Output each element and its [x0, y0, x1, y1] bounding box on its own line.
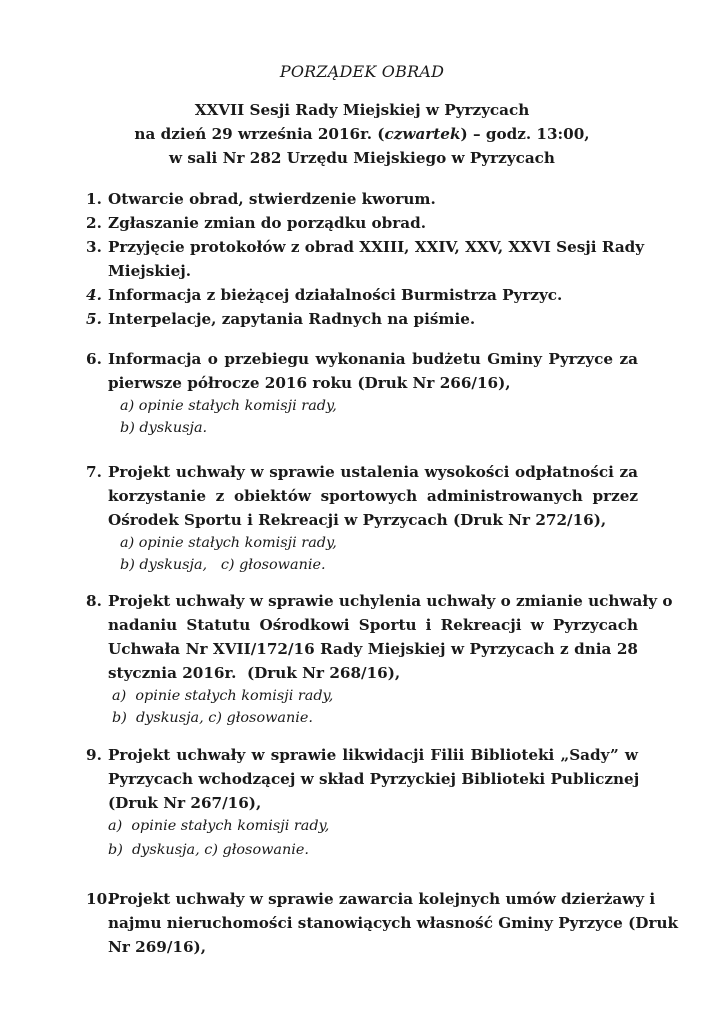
- agenda-item-text: Projekt uchwały w sprawie zawarcia kolejnych umów dzierżawy i: [108, 890, 656, 908]
- session-header: [0, 98, 724, 170]
- agenda-item-text: Ośrodek Sportu i Rekreacji w Pyrzycach (Druk Nr 272/16),: [108, 511, 607, 529]
- agenda-subitem: b) dyskusja, c) głosowanie.: [120, 557, 326, 573]
- agenda-item-text: Przyjęcie protokołów z obrad XXIII, XXIV, XXV, XXVI Sesji Rady: [108, 238, 645, 256]
- agenda-item-text: pierwsze półrocze 2016 roku (Druk Nr 266/16),: [108, 374, 511, 392]
- agenda-item-number: 8.: [86, 592, 102, 610]
- agenda-item-text: Nr 269/16),: [108, 938, 207, 956]
- agenda-item-text: najmu nieruchomości stanowiących własność Gminy Pyrzyce (Druk: [108, 914, 679, 932]
- agenda-subitem: a) opinie stałych komisji rady,: [120, 398, 337, 414]
- agenda-item-text: Otwarcie obrad, stwierdzenie kworum.: [108, 190, 436, 208]
- agenda-item-number: 4.: [86, 286, 102, 304]
- agenda-item-number: 3.: [86, 238, 102, 256]
- agenda-subitem: a) opinie stałych komisji rady,: [120, 535, 337, 551]
- session-day: czwartek: [384, 125, 461, 143]
- agenda-item-number: 9.: [86, 746, 102, 764]
- agenda-subitem: a) opinie stałych komisji rady,: [108, 818, 330, 834]
- agenda-item-text: Informacja z bieżącej działalności Burmistrza Pyrzyc.: [108, 286, 563, 304]
- agenda-item-number: 2.: [86, 214, 102, 232]
- agenda-subitem: b) dyskusja.: [120, 420, 208, 436]
- agenda-subitem: b) dyskusja, c) głosowanie.: [112, 710, 313, 726]
- agenda-item-number: 1.: [86, 190, 102, 208]
- session-header-line3: w sali Nr 282 Urzędu Miejskiego w Pyrzycach: [169, 149, 555, 167]
- agenda-item-text: Pyrzycach wchodzącej w skład Pyrzyckiej Biblioteki Publicznej: [108, 770, 640, 788]
- agenda-item-text: korzystanie z obiektów sportowych administrowanych przez: [108, 487, 638, 505]
- agenda-subitem: b) dyskusja, c) głosowanie.: [108, 842, 309, 858]
- agenda-item-number: 6.: [86, 350, 102, 368]
- agenda-item-text: Projekt uchwały w sprawie likwidacji Filii Biblioteki „Sady” w: [108, 746, 638, 764]
- agenda-item-text: (Druk Nr 267/16),: [108, 794, 262, 812]
- agenda-item-text: Projekt uchwały w sprawie uchylenia uchwały o zmianie uchwały o: [108, 592, 673, 610]
- agenda-item-text: Informacja o przebiegu wykonania budżetu Gminy Pyrzyce za: [108, 350, 638, 368]
- agenda-subitem: a) opinie stałych komisji rady,: [112, 688, 334, 704]
- agenda-item-number: 7.: [86, 463, 102, 481]
- agenda-item-number: 10.: [86, 890, 113, 908]
- agenda-item-text: Projekt uchwały w sprawie ustalenia wysokości odpłatności za: [108, 463, 638, 481]
- agenda-item-text: stycznia 2016r. (Druk Nr 268/16),: [108, 664, 401, 682]
- agenda-item-text: Zgłaszanie zmian do porządku obrad.: [108, 214, 427, 232]
- session-header-line1: XXVII Sesji Rady Miejskiej w Pyrzycach: [194, 101, 530, 119]
- agenda-item-text: Interpelacje, zapytania Radnych na piśmie.: [108, 310, 476, 328]
- page-title: PORZĄDEK OBRAD: [279, 62, 445, 81]
- agenda-item-text: nadaniu Statutu Ośrodkowi Sportu i Rekreacji w Pyrzycach: [108, 616, 638, 634]
- session-header-line2: na dzień 29 września 2016r. (czwartek) – godz. 13:00,: [134, 125, 590, 143]
- agenda-item-number: 5.: [86, 310, 102, 328]
- agenda-item-text: Miejskiej.: [108, 262, 192, 280]
- agenda-item-text: Uchwała Nr XVII/172/16 Rady Miejskiej w Pyrzycach z dnia 28: [108, 640, 638, 658]
